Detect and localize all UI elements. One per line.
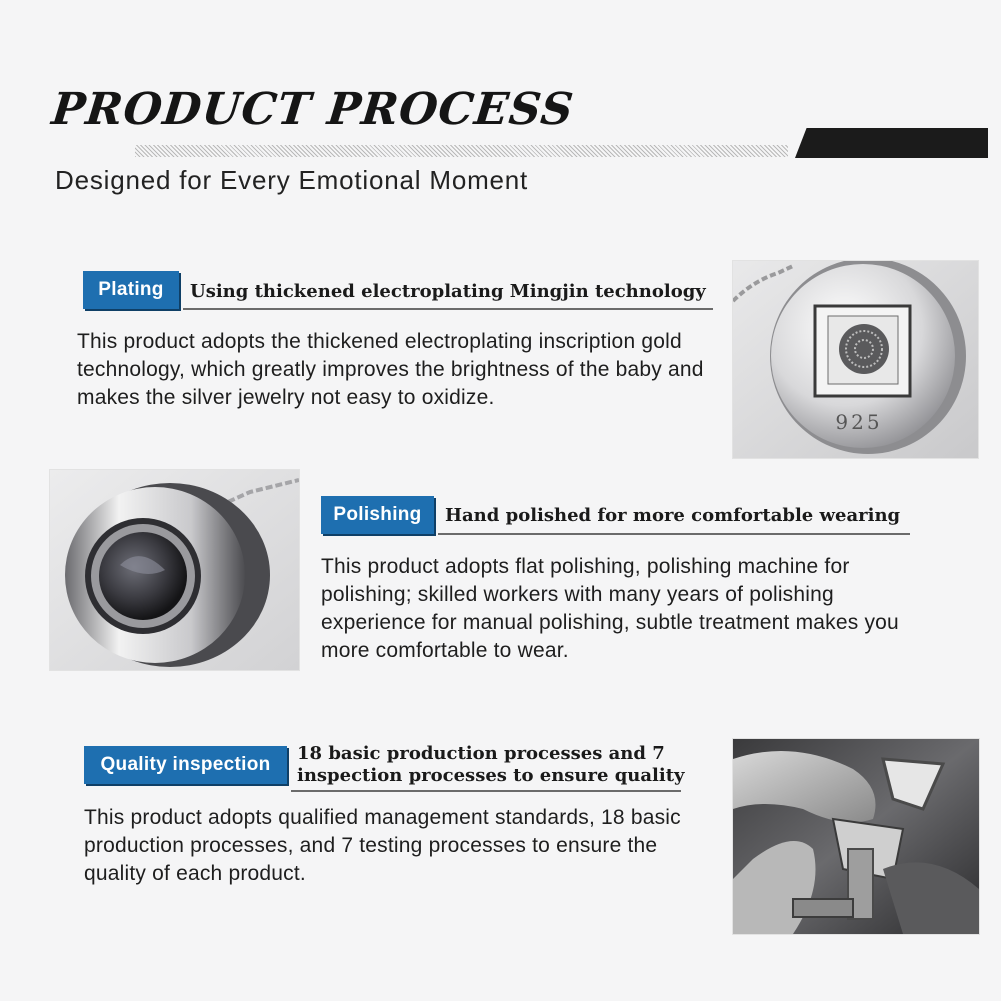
plating-description: This product adopts the thickened electroplating inscription gold technology, which greatly improves the brightness of the baby and makes the silver jewelry not easy to oxidize. [77, 330, 704, 409]
quality-underline [291, 790, 681, 792]
quality-tagline-line2: inspection processes to ensure quality [297, 765, 685, 786]
plating-pendant-photo [733, 261, 978, 458]
polishing-pendant-photo [50, 470, 299, 670]
header-black-bar [795, 128, 988, 158]
hatched-divider [135, 145, 788, 157]
plating-tagline: Using thickened electroplating Mingjin technology [190, 281, 706, 302]
page-title: PRODUCT PROCESS [49, 84, 577, 135]
quality-description: This product adopts qualified management standards, 18 basic production processes, and 7 testing processes to ensure the quality of each product. [84, 806, 681, 885]
quality-tagline-line1: 18 basic production processes and 7 [297, 743, 665, 764]
quality-inspection-photo [733, 739, 979, 934]
polishing-underline [438, 533, 910, 535]
quality-inspection-badge: Quality inspection [84, 746, 287, 784]
hallmark-925-text: 925 [835, 410, 883, 434]
polishing-badge: Polishing [321, 496, 434, 534]
polishing-description: This product adopts flat polishing, polishing machine for polishing; skilled workers with many years of polishing experience for manual polishing, subtle treatment makes you more comfortable to wear. [321, 555, 899, 662]
plating-underline [183, 308, 713, 310]
page-subtitle: Designed for Every Emotional Moment [55, 165, 529, 195]
polishing-tagline: Hand polished for more comfortable wearing [445, 505, 901, 526]
plating-badge: Plating [83, 271, 179, 309]
